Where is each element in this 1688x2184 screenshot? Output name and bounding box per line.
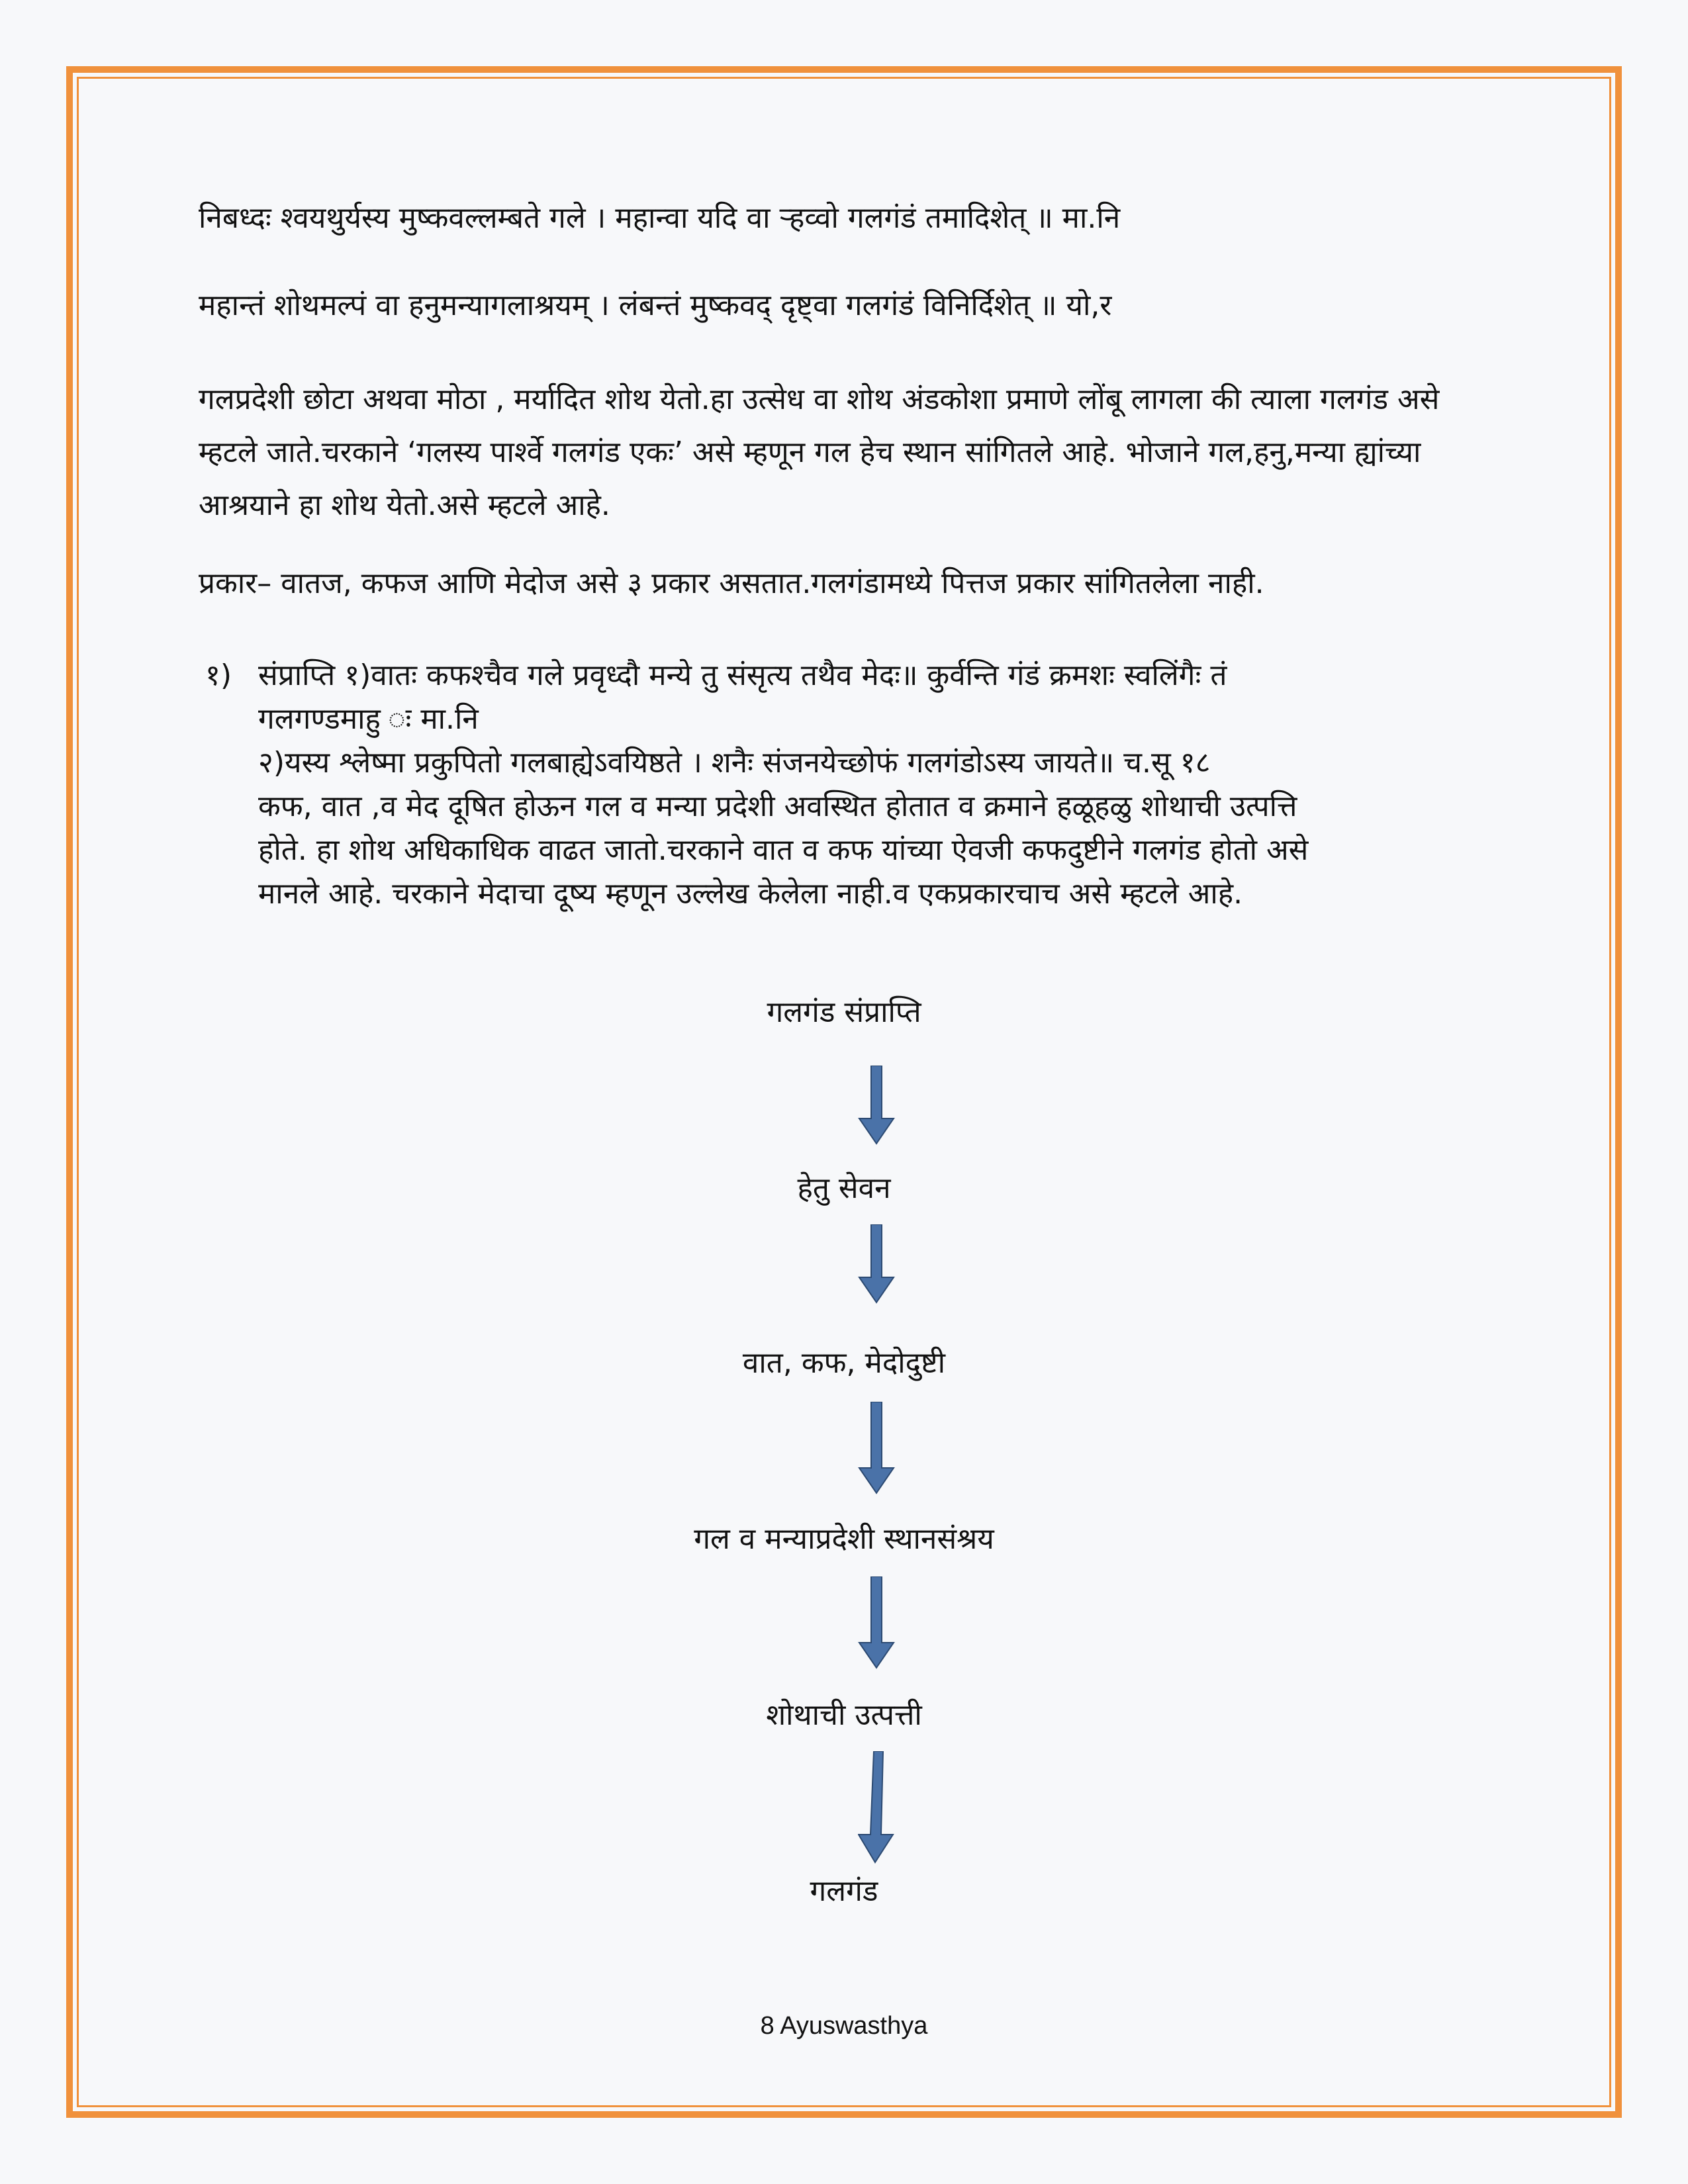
verse-yoga-ratnakara: महान्तं शोथमल्पं वा हनुमन्यागलाश्रयम् । लंबन्तं मुष्कवद् दृष्ट्वा गलगंडं विनिर्दिशेत् ॥ यो,र: [199, 289, 1112, 322]
samprapti-line: मानले आहे. चरकाने मेदाचा दूष्य म्हणून उल्लेख केलेला नाही.व एकप्रकारचाच असे म्हटले आहे.: [258, 877, 1243, 911]
flow-step-galaganda: गलगंड: [810, 1874, 878, 1908]
down-arrow-icon: [858, 1576, 895, 1669]
samprapti-line: होते. हा शोथ अधिकाधिक वाढत जातो.चरकाने वात व कफ यांच्या ऐवजी कफदुष्टीने गलगंड होतो असे: [258, 833, 1309, 867]
page-content: [199, 199, 1489, 916]
definition-paragraph: गलप्रदेशी छोटा अथवा मोठा , मर्यादित शोथ येतो.हा उत्सेध वा शोथ अंडकोशा प्रमाणे लोंबू लागला की त्याला गलगंड असे म्हटले जाते.चरकाने ‘गलस्य पार्श्वे गलगंड एकः’ असे म्हणून गल हेच स्थान सांगितले आहे. भोजाने गल,हनु,मन्या ह्यांच्या आश्रयाने हा शोथ येतो.असे म्हटले आहे.: [199, 383, 1440, 522]
down-arrow-icon: [858, 1402, 895, 1494]
flow-step-hetu-sevan: हेतु सेवन: [797, 1171, 891, 1205]
page-footer: 8 Ayuswasthya: [760, 2012, 928, 2040]
verse-madhava-nidana: निबध्दः श्वयथुर्यस्य मुष्कवल्लम्बते गले । महान्वा यदि वा ऱ्हव्वो गलगंडं तमादिशेत् ॥ मा.नि: [199, 201, 1121, 235]
samprapti-line: संप्राप्ति १)वातः कफश्चैव गले प्रवृध्दौ मन्ये तु संसृत्य तथैव मेदः॥ कुर्वन्ति गंडं क्रमशः स्वलिंगैः तं: [258, 659, 1227, 692]
down-arrow-icon: [858, 1224, 895, 1304]
samprapti-line: गलगण्डमाहु ः मा.नि: [258, 702, 479, 736]
list-number: १): [205, 659, 232, 692]
flow-step-title: गलगंड संप्राप्ति: [767, 995, 921, 1029]
down-arrow-icon: [858, 1751, 895, 1864]
flow-step-dosha-dushti: वात, कफ, मेदोदुष्टी: [742, 1346, 946, 1380]
down-arrow-icon: [858, 1066, 895, 1145]
flow-step-sthana-samshraya: गल व मन्याप्रदेशी स्थानसंश्रय: [694, 1522, 994, 1556]
flow-step-shotha-utpatti: शोथाची उत्पत्ती: [766, 1698, 922, 1732]
samprapti-line: कफ, वात ,व मेद दूषित होऊन गल व मन्या प्रदेशी अवस्थित होतात व क्रमाने हळूहळु शोथाची उत्पत्ति: [258, 790, 1297, 823]
types-line: प्रकार– वातज, कफज आणि मेदोज असे ३ प्रकार असतात.गलगंडामध्ये पित्तज प्रकार सांगितलेला नाही.: [199, 567, 1264, 600]
samprapti-line: २)यस्य श्लेष्मा प्रकुपितो गलबाह्येऽवयिष्ठते । शनैः संजनयेच्छोफं गलगंडोऽस्य जायते॥ च.सू १८: [258, 746, 1211, 780]
samprapti-list-item: [199, 654, 1489, 916]
